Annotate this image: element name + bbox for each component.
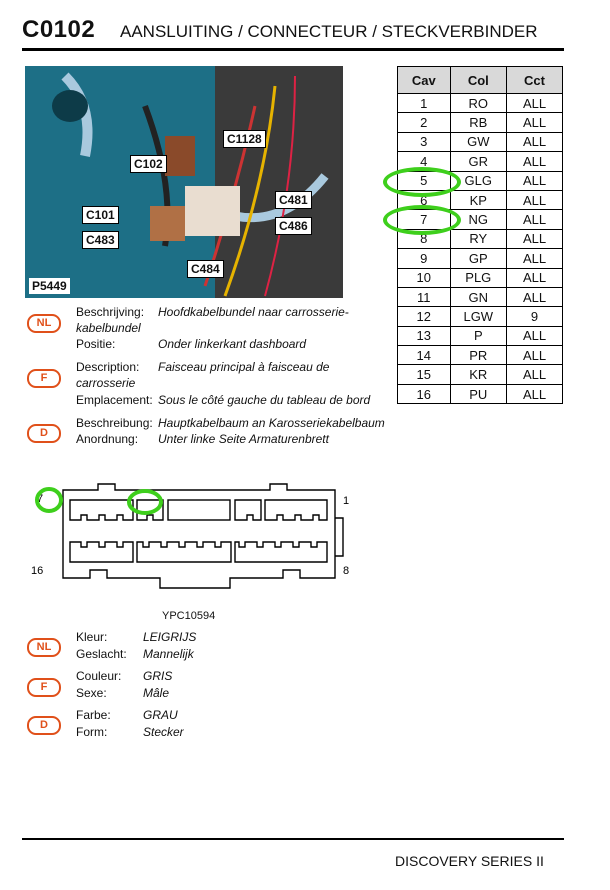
pos-label-d: Anordnung: <box>76 432 139 446</box>
table-row <box>398 307 563 326</box>
label-c101: C101 <box>82 206 119 224</box>
cell-col: RO <box>450 94 507 113</box>
cell-cct: 9 <box>507 307 563 326</box>
label-c486: C486 <box>275 217 312 235</box>
cell-cct: ALL <box>507 268 563 287</box>
cell-cct: ALL <box>507 171 563 190</box>
lang-badge-f: F <box>27 369 61 388</box>
cell-cct: ALL <box>507 326 563 345</box>
lang-badge-nl: NL <box>27 314 61 333</box>
cell-cav: 6 <box>398 190 451 209</box>
cell-col: GP <box>450 249 507 268</box>
cell-col: RY <box>450 229 507 248</box>
top-cavity-row <box>70 500 327 520</box>
table-row <box>398 326 563 345</box>
prop-badge-nl: NL <box>27 638 61 657</box>
pos-value-nl: Onder linkerkant dashboard <box>158 337 307 351</box>
cell-cct: ALL <box>507 249 563 268</box>
pos-label-f: Emplacement: <box>76 393 153 407</box>
cell-cav: 9 <box>398 249 451 268</box>
desc-label-f: Description: <box>76 360 140 374</box>
label-c481: C481 <box>275 191 312 209</box>
pin-label-7: 7 <box>37 493 44 505</box>
col-header-col: Col <box>450 67 507 94</box>
table-row <box>398 268 563 287</box>
harness-photo-illustration <box>25 66 343 298</box>
gender-label-d: Form: <box>76 725 108 739</box>
cell-cav: 5 <box>398 171 451 190</box>
cell-cav: 13 <box>398 326 451 345</box>
cell-cct: ALL <box>507 287 563 306</box>
desc-value-f-cont: carrosserie <box>76 376 136 390</box>
cell-col: PLG <box>450 268 507 287</box>
cell-cav: 14 <box>398 346 451 365</box>
table-row <box>398 113 563 132</box>
cell-cav: 7 <box>398 210 451 229</box>
table-row <box>398 287 563 306</box>
cell-cct: ALL <box>507 113 563 132</box>
cell-col: GLG <box>450 171 507 190</box>
prop-badge-d: D <box>27 716 61 735</box>
lang-badge-d: D <box>27 424 61 443</box>
header-divider <box>22 48 564 51</box>
cell-col: RB <box>450 113 507 132</box>
prop-badge-f: F <box>27 678 61 697</box>
gender-label-f: Sexe: <box>76 686 107 700</box>
cell-col: GN <box>450 287 507 306</box>
highlight-ring-pin-5 <box>129 491 161 513</box>
series-footer: DISCOVERY SERIES II <box>395 853 544 869</box>
col-header-cct: Cct <box>507 67 563 94</box>
pin-label-1: 1 <box>343 495 350 507</box>
connector-face-diagram <box>25 478 355 608</box>
color-label-nl: Kleur: <box>76 630 108 644</box>
cell-cav: 11 <box>398 287 451 306</box>
connector-code: C0102 <box>22 16 96 43</box>
cell-cct: ALL <box>507 132 563 151</box>
cell-col: LGW <box>450 307 507 326</box>
pos-value-d: Unter linke Seite Armaturenbrett <box>158 432 329 446</box>
desc-value-nl: Hoofdkabelbundel naar carrosserie- <box>158 305 349 319</box>
cell-cav: 1 <box>398 94 451 113</box>
pin-label-16: 16 <box>31 565 44 577</box>
gender-label-nl: Geslacht: <box>76 647 127 661</box>
cell-cav: 2 <box>398 113 451 132</box>
table-row <box>398 249 563 268</box>
cell-cct: ALL <box>507 365 563 384</box>
pos-value-f: Sous le côté gauche du tableau de bord <box>158 393 371 407</box>
cell-cct: ALL <box>507 190 563 209</box>
highlight-ring-cavity-5 <box>383 167 461 197</box>
label-c484: C484 <box>187 260 224 278</box>
label-c1128: C1128 <box>223 130 266 148</box>
col-header-cav: Cav <box>398 67 451 94</box>
table-row <box>398 384 563 403</box>
desc-label-d: Beschreibung: <box>76 416 153 430</box>
cell-cav: 10 <box>398 268 451 287</box>
desc-value-nl-cont: kabelbundel <box>76 321 141 335</box>
cell-cct: ALL <box>507 346 563 365</box>
bottom-cavity-row <box>70 542 327 562</box>
color-value-f: GRIS <box>143 669 173 683</box>
label-c483: C483 <box>82 231 119 249</box>
cell-cav: 3 <box>398 132 451 151</box>
table-row <box>398 94 563 113</box>
color-label-f: Couleur: <box>76 669 122 683</box>
connector-photo <box>25 66 343 298</box>
cell-cav: 8 <box>398 229 451 248</box>
cell-cct: ALL <box>507 210 563 229</box>
pin-label-8: 8 <box>343 565 350 577</box>
cell-cct: ALL <box>507 229 563 248</box>
cell-cav: 4 <box>398 152 451 171</box>
pos-label-nl: Positie: <box>76 337 116 351</box>
cell-col: NG <box>450 210 507 229</box>
cell-col: KR <box>450 365 507 384</box>
gender-value-d: Stecker <box>143 725 184 739</box>
color-value-nl: LEIGRIJS <box>143 630 197 644</box>
desc-label-nl: Beschrijving: <box>76 305 145 319</box>
diagram-caption: YPC10594 <box>162 610 216 622</box>
cell-col: PR <box>450 346 507 365</box>
gender-value-nl: Mannelijk <box>143 647 194 661</box>
table-row <box>398 365 563 384</box>
cell-cav: 16 <box>398 384 451 403</box>
cell-cav: 12 <box>398 307 451 326</box>
gender-value-f: Mâle <box>143 686 170 700</box>
cell-cct: ALL <box>507 94 563 113</box>
table-row <box>398 132 563 151</box>
cell-col: P <box>450 326 507 345</box>
color-value-d: GRAU <box>143 708 178 722</box>
page-title: AANSLUITING / CONNECTEUR / STECKVERBINDER <box>120 22 538 41</box>
desc-value-f: Faisceau principal à faisceau de <box>158 360 330 374</box>
cell-cct: ALL <box>507 152 563 171</box>
highlight-ring-cavity-7 <box>383 205 461 235</box>
table-row <box>398 346 563 365</box>
cell-cct: ALL <box>507 384 563 403</box>
desc-value-d: Hauptkabelbaum an Karosseriekabelbaum <box>158 416 385 430</box>
cell-col: GR <box>450 152 507 171</box>
cavity-table <box>397 66 563 404</box>
label-c102: C102 <box>130 155 167 173</box>
cell-cav: 15 <box>398 365 451 384</box>
footer-divider <box>22 838 564 840</box>
photo-id: P5449 <box>29 278 70 294</box>
color-label-d: Farbe: <box>76 708 111 722</box>
cell-col: GW <box>450 132 507 151</box>
cell-col: KP <box>450 190 507 209</box>
cell-col: PU <box>450 384 507 403</box>
